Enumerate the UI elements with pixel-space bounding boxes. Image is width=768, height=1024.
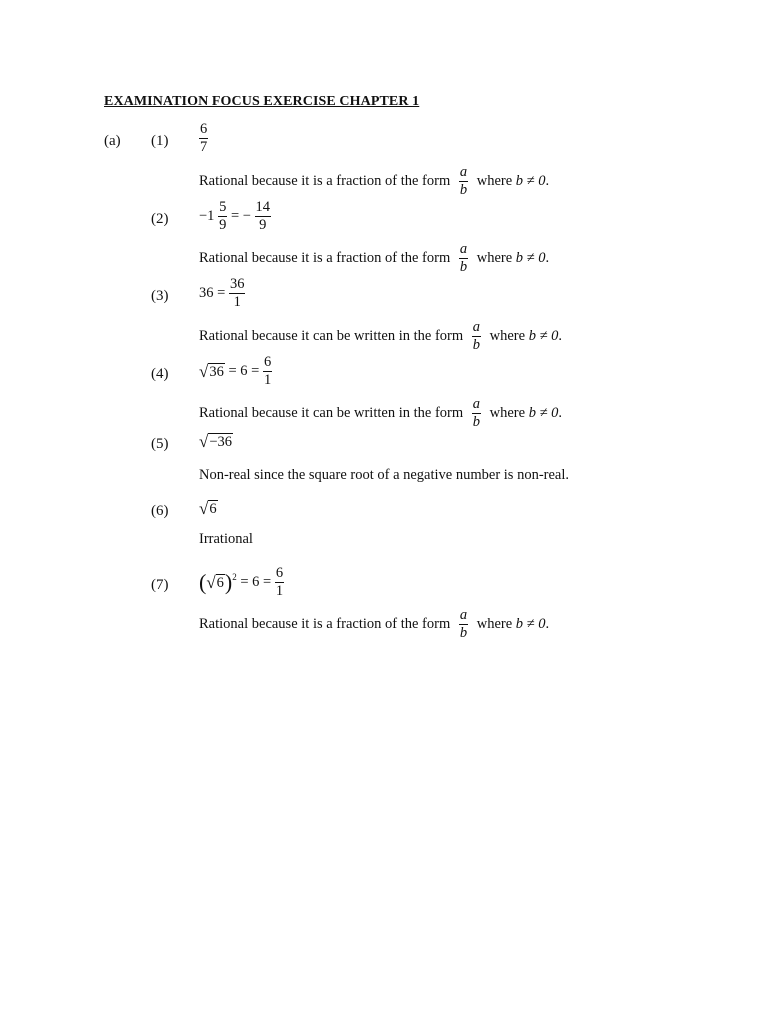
item-label-5: (5) bbox=[151, 436, 169, 452]
whole-part: −1 bbox=[199, 208, 215, 225]
period: . bbox=[545, 616, 550, 633]
item-5-reason: Non-real since the square root of a negative number is non-real. bbox=[199, 467, 570, 483]
item-label-7: (7) bbox=[151, 577, 169, 593]
numerator: a bbox=[459, 165, 468, 182]
condition-text: b ≠ 0 bbox=[515, 173, 546, 190]
item-3-reason bbox=[199, 320, 562, 353]
form-fraction bbox=[459, 242, 468, 275]
numerator: a bbox=[472, 397, 481, 414]
item-7-reason bbox=[199, 608, 549, 641]
item-4-reason bbox=[199, 397, 562, 430]
numerator: 6 bbox=[275, 566, 284, 583]
radical-sign-icon: √ bbox=[199, 361, 209, 381]
radical-sign-icon: √ bbox=[206, 572, 216, 592]
reason-text: Rational because it can be written in the form bbox=[199, 405, 464, 422]
equals: = 6 = bbox=[240, 574, 272, 591]
numerator: 36 bbox=[229, 277, 246, 294]
item-7-expression bbox=[199, 566, 284, 599]
item-5-expression bbox=[199, 433, 233, 451]
part-label: (a) bbox=[104, 133, 121, 149]
condition-text: b ≠ 0 bbox=[515, 616, 546, 633]
reason-text: Rational because it is a fraction of the form bbox=[199, 173, 451, 190]
item-label-6: (6) bbox=[151, 503, 169, 519]
radicand: −36 bbox=[209, 434, 233, 450]
where-text: where bbox=[489, 328, 526, 345]
radicand: 6 bbox=[209, 501, 217, 517]
radical-sign-icon: √ bbox=[199, 499, 209, 518]
denominator: b bbox=[459, 182, 468, 199]
reason-text: Rational because it is a fraction of the form bbox=[199, 250, 451, 267]
radicand: 6 bbox=[216, 574, 224, 591]
where-text: where bbox=[476, 250, 513, 267]
form-fraction bbox=[459, 608, 468, 641]
period: . bbox=[545, 173, 550, 190]
denominator: b bbox=[459, 259, 468, 276]
denominator: b bbox=[459, 625, 468, 642]
item-6-expression bbox=[199, 500, 218, 518]
numerator: 5 bbox=[218, 200, 227, 217]
condition-text: b ≠ 0 bbox=[528, 328, 559, 345]
fraction bbox=[199, 122, 208, 155]
denominator: b bbox=[472, 337, 481, 354]
numerator: 6 bbox=[199, 122, 208, 139]
fraction bbox=[275, 566, 284, 599]
denominator: b bbox=[472, 414, 481, 431]
exponent: 2 bbox=[232, 572, 237, 583]
denominator: 7 bbox=[200, 139, 208, 156]
radicand: 36 bbox=[209, 363, 224, 380]
item-6-reason: Irrational bbox=[199, 531, 253, 547]
condition-text: b ≠ 0 bbox=[515, 250, 546, 267]
fraction bbox=[218, 200, 227, 233]
item-1-expression bbox=[199, 122, 208, 155]
reason-text: Rational because it is a fraction of the form bbox=[199, 616, 451, 633]
item-3-expression bbox=[199, 277, 245, 310]
fraction bbox=[229, 277, 246, 310]
item-2-reason bbox=[199, 242, 549, 275]
item-label-4: (4) bbox=[151, 366, 169, 382]
where-text: where bbox=[489, 405, 526, 422]
item-label-2: (2) bbox=[151, 211, 169, 227]
item-4-expression bbox=[199, 355, 272, 388]
form-fraction bbox=[472, 397, 481, 430]
period: . bbox=[545, 250, 550, 267]
denominator: 9 bbox=[219, 217, 227, 234]
square-root bbox=[199, 363, 225, 381]
square-root bbox=[199, 500, 218, 518]
period: . bbox=[558, 328, 563, 345]
numerator: a bbox=[459, 608, 468, 625]
numerator: 14 bbox=[255, 200, 272, 217]
lhs: 36 = bbox=[199, 285, 226, 302]
where-text: where bbox=[476, 173, 513, 190]
denominator: 1 bbox=[263, 372, 272, 389]
period: . bbox=[558, 405, 563, 422]
right-paren: ) bbox=[224, 569, 233, 595]
condition-text: b ≠ 0 bbox=[528, 405, 559, 422]
numerator: a bbox=[472, 320, 481, 337]
numerator: 6 bbox=[263, 355, 272, 372]
square-root bbox=[206, 574, 225, 592]
radical-sign-icon: √ bbox=[199, 432, 209, 451]
where-text: where bbox=[476, 616, 513, 633]
item-1-reason bbox=[199, 165, 549, 198]
form-fraction bbox=[459, 165, 468, 198]
item-label-3: (3) bbox=[151, 288, 169, 304]
equals: = 6 = bbox=[228, 363, 260, 380]
reason-text: Rational because it can be written in the form bbox=[199, 328, 464, 345]
item-label-1: (1) bbox=[151, 133, 169, 149]
denominator: 1 bbox=[275, 583, 284, 600]
fraction bbox=[263, 355, 272, 388]
form-fraction bbox=[472, 320, 481, 353]
equals: = − bbox=[230, 208, 251, 225]
denominator: 9 bbox=[259, 217, 267, 234]
fraction bbox=[255, 200, 272, 233]
denominator: 1 bbox=[233, 294, 241, 311]
page-title: EXAMINATION FOCUS EXERCISE CHAPTER 1 bbox=[104, 94, 420, 109]
left-paren: ( bbox=[199, 569, 207, 595]
numerator: a bbox=[459, 242, 468, 259]
square-root bbox=[199, 433, 233, 451]
item-2-expression bbox=[199, 200, 271, 233]
